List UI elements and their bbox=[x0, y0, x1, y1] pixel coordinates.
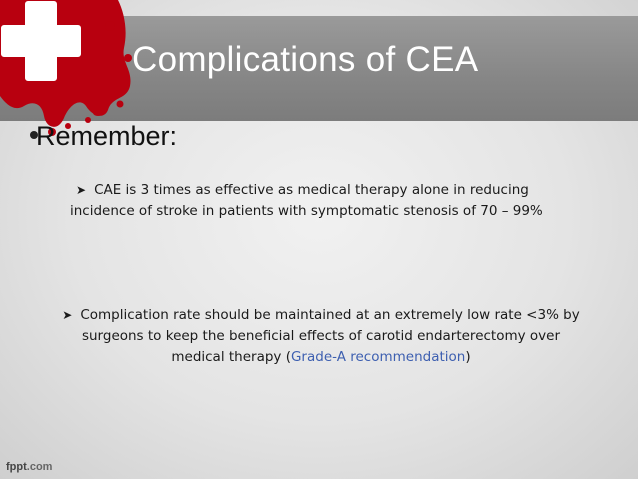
bullet-complication-rate bbox=[26, 305, 616, 368]
footer-watermark bbox=[6, 461, 52, 473]
red-cross-blood-splatter-icon bbox=[0, 0, 150, 140]
bullet-2-line-3 bbox=[26, 347, 616, 368]
footer-site-name: fppt bbox=[6, 461, 27, 473]
bullet-2-line-1-row bbox=[26, 305, 616, 326]
bullet-1-line-1: CAE is 3 times as effective as medical therapy alone in reducing bbox=[94, 182, 529, 198]
bullet-2-line-2: surgeons to keep the beneficial effects of carotid endarterectomy over bbox=[81, 328, 561, 344]
bullet-1-line-2: incidence of stroke in patients with symptomatic stenosis of 70 – 99% bbox=[70, 203, 543, 219]
arrow-bullet-icon: ➤ bbox=[76, 183, 87, 197]
bullet-effectiveness bbox=[70, 180, 600, 222]
line-3-prefix: medical therapy ( bbox=[171, 349, 291, 365]
bullet-1-line-1-row bbox=[70, 180, 600, 201]
slide-title: Complications of CEA bbox=[132, 40, 479, 79]
grade-a-recommendation-link[interactable]: Grade-A recommendation bbox=[290, 349, 466, 365]
arrow-bullet-icon: ➤ bbox=[62, 308, 73, 322]
line-3-suffix: ) bbox=[465, 349, 471, 365]
bullet-2-line-1: Complication rate should be maintained at an extremely low rate <3% by bbox=[80, 307, 580, 323]
remember-heading: Remember: bbox=[36, 121, 178, 151]
footer-site-tld: .com bbox=[26, 461, 53, 473]
